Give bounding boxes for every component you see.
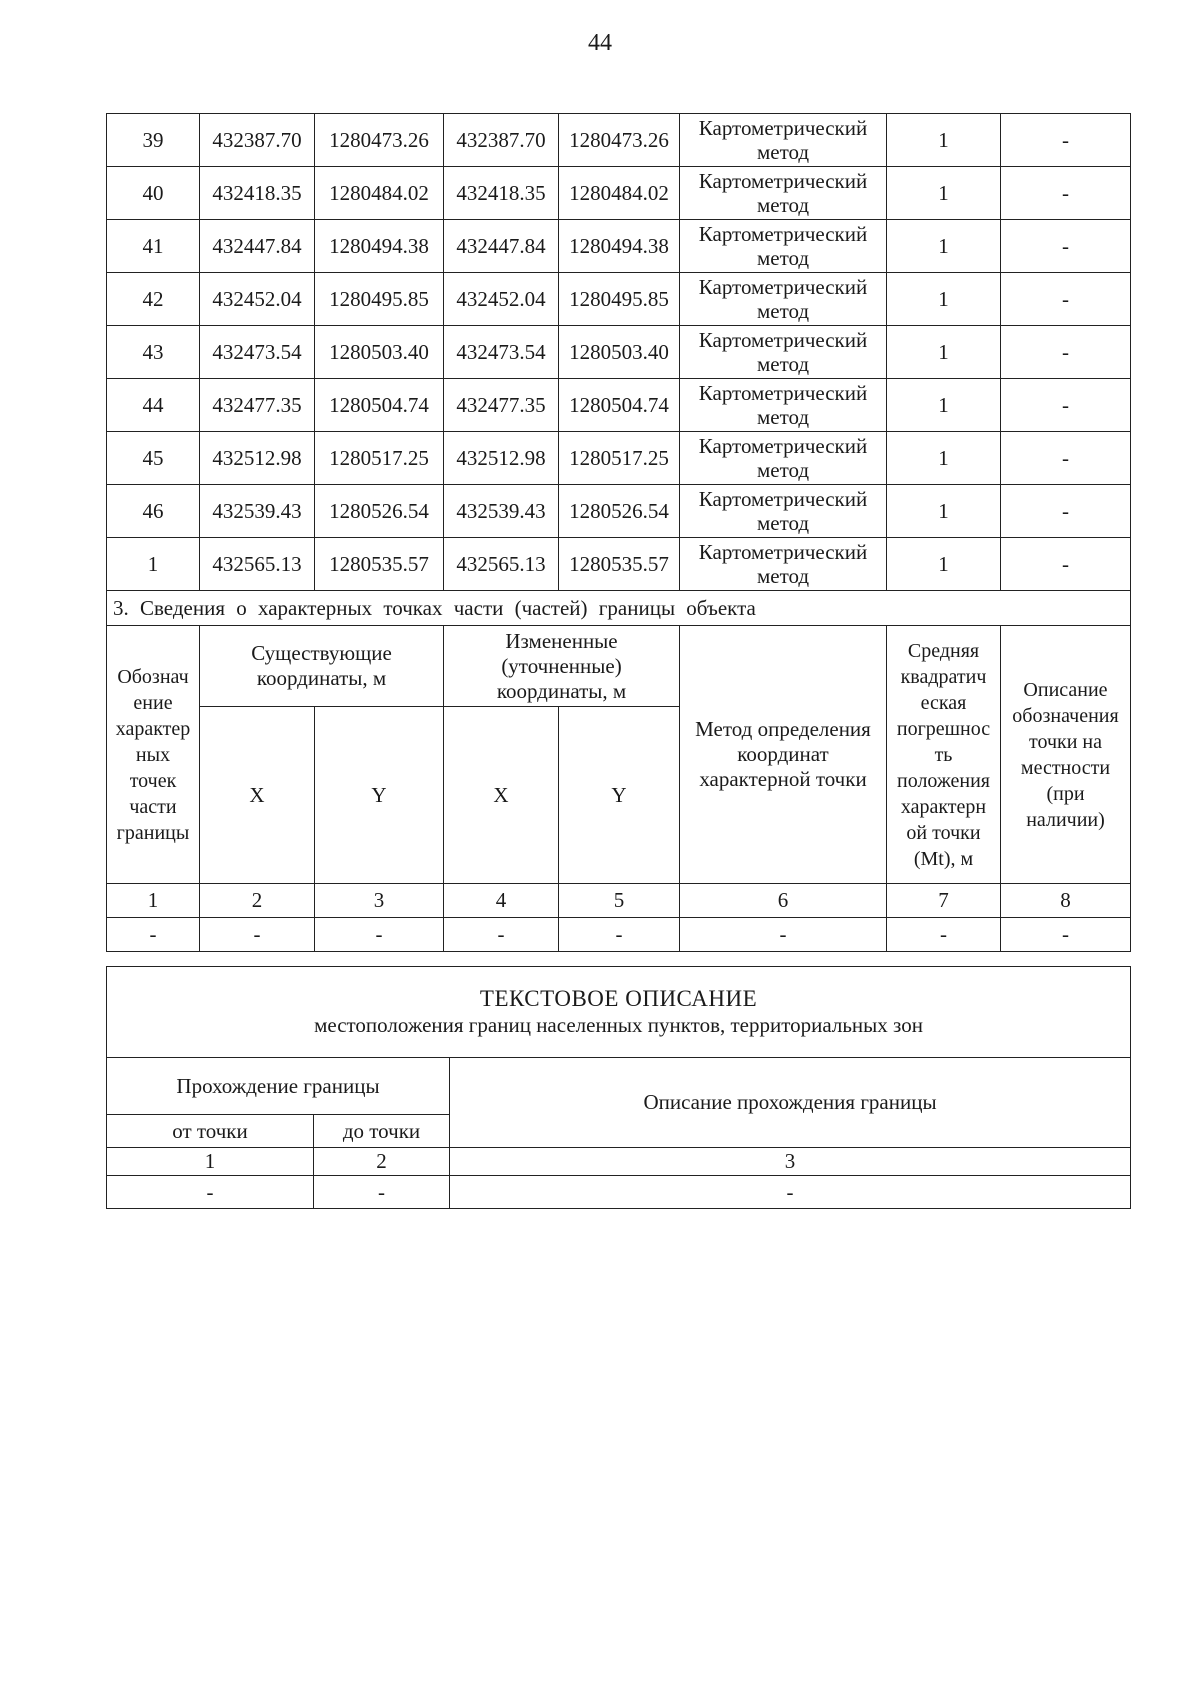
existing-x-cell: 432477.35 — [200, 379, 315, 432]
header-designation — [107, 626, 200, 884]
method-line: метод — [756, 405, 810, 429]
header-line: (уточненные) — [501, 653, 622, 678]
method-line: Картометрический — [698, 116, 868, 140]
column-number: 4 — [444, 884, 559, 918]
header-line: координаты, м — [496, 678, 627, 703]
coordinate-rows — [107, 114, 1131, 591]
existing-y-cell: 1280503.40 — [315, 326, 444, 379]
header-line: Существующие — [251, 641, 392, 665]
page-number: 44 — [588, 30, 612, 56]
header-line: характерн — [900, 795, 987, 818]
changed-y-cell: 1280473.26 — [559, 114, 680, 167]
header-line: части — [129, 795, 177, 818]
method-line: Картометрический — [698, 169, 868, 193]
column-number: 3 — [315, 884, 444, 918]
coordinate-row — [107, 273, 1131, 326]
existing-y-cell: 1280484.02 — [315, 167, 444, 220]
method-line: метод — [756, 246, 810, 270]
changed-x-cell: 432539.43 — [444, 485, 559, 538]
header-line: Обознач — [117, 665, 189, 688]
method-line: метод — [756, 299, 810, 323]
column-number: 5 — [559, 884, 680, 918]
header-line: Метод определения — [695, 717, 871, 741]
header-line: характер — [115, 717, 191, 740]
method-cell — [680, 538, 887, 591]
column-numbers-row — [107, 884, 1131, 918]
boundary-points-table — [106, 113, 1131, 952]
header-line: Средняя — [907, 639, 980, 662]
existing-x-cell: 432452.04 — [200, 273, 315, 326]
header-line: ть — [934, 743, 953, 766]
header-changed-coordinates — [444, 626, 680, 707]
coordinate-row — [107, 326, 1131, 379]
mean-square-error-cell: 1 — [887, 432, 1001, 485]
header-line: погрешнос — [896, 717, 991, 740]
existing-x-cell: 432387.70 — [200, 114, 315, 167]
text-description-subtitle: местоположения границ населенных пунктов, территориальных зон — [314, 1013, 923, 1037]
empty-cell: - — [450, 1176, 1131, 1209]
header-mean-square-error — [887, 626, 1001, 884]
existing-y-cell: 1280517.25 — [315, 432, 444, 485]
point-number-cell: 1 — [107, 538, 200, 591]
coordinate-row — [107, 432, 1131, 485]
empty-cell: - — [315, 918, 444, 952]
text-empty-row — [107, 1176, 1131, 1209]
changed-y-cell: 1280503.40 — [559, 326, 680, 379]
method-line: Картометрический — [698, 381, 868, 405]
empty-cell: - — [680, 918, 887, 952]
header-boundary-passage: Прохождение границы — [107, 1058, 450, 1115]
column-number: 7 — [887, 884, 1001, 918]
header-existing-x: X — [200, 707, 315, 884]
empty-cell: - — [107, 1176, 314, 1209]
point-number-cell: 43 — [107, 326, 200, 379]
changed-x-cell: 432452.04 — [444, 273, 559, 326]
coordinate-row — [107, 538, 1131, 591]
header-point-description — [1001, 626, 1131, 884]
point-description-cell: - — [1001, 167, 1131, 220]
column-number: 1 — [107, 884, 200, 918]
header-line: ение — [133, 691, 173, 714]
coordinate-row — [107, 485, 1131, 538]
header-line: наличии) — [1026, 808, 1105, 831]
empty-cell: - — [444, 918, 559, 952]
header-from-point: от точки — [107, 1115, 314, 1148]
empty-cell: - — [200, 918, 315, 952]
point-description-cell: - — [1001, 379, 1131, 432]
coordinate-row — [107, 379, 1131, 432]
header-changed-x: X — [444, 707, 559, 884]
method-line: Картометрический — [698, 222, 868, 246]
method-line: метод — [756, 458, 810, 482]
changed-y-cell: 1280526.54 — [559, 485, 680, 538]
header-line: еская — [920, 691, 967, 714]
point-description-cell: - — [1001, 220, 1131, 273]
header-line: Описание — [1023, 678, 1108, 701]
existing-x-cell: 432473.54 — [200, 326, 315, 379]
coordinate-row — [107, 114, 1131, 167]
header-existing-y: Y — [315, 707, 444, 884]
mean-square-error-cell: 1 — [887, 326, 1001, 379]
existing-y-cell: 1280535.57 — [315, 538, 444, 591]
method-line: Картометрический — [698, 434, 868, 458]
column-number: 6 — [680, 884, 887, 918]
method-cell — [680, 485, 887, 538]
point-description-cell: - — [1001, 485, 1131, 538]
header-line: характерной точки — [699, 767, 867, 791]
point-description-cell: - — [1001, 538, 1131, 591]
mean-square-error-cell: 1 — [887, 220, 1001, 273]
header-line: положения — [897, 769, 990, 792]
changed-x-cell: 432565.13 — [444, 538, 559, 591]
header-line: координаты, м — [256, 666, 387, 690]
method-line: метод — [756, 193, 810, 217]
changed-y-cell: 1280494.38 — [559, 220, 680, 273]
existing-x-cell: 432447.84 — [200, 220, 315, 273]
point-number-cell: 45 — [107, 432, 200, 485]
header-existing-coordinates — [200, 626, 444, 707]
existing-y-cell: 1280495.85 — [315, 273, 444, 326]
existing-x-cell: 432512.98 — [200, 432, 315, 485]
mean-square-error-cell: 1 — [887, 273, 1001, 326]
method-line: Картометрический — [698, 328, 868, 352]
column-number: 2 — [314, 1148, 450, 1176]
header-line: (Mt), м — [913, 847, 974, 870]
method-cell — [680, 326, 887, 379]
method-line: Картометрический — [698, 275, 868, 299]
header-method — [680, 626, 887, 884]
mean-square-error-cell: 1 — [887, 167, 1001, 220]
point-number-cell: 39 — [107, 114, 200, 167]
method-cell — [680, 220, 887, 273]
empty-cell: - — [107, 918, 200, 952]
empty-cell: - — [314, 1176, 450, 1209]
changed-x-cell: 432418.35 — [444, 167, 559, 220]
column-number: 3 — [450, 1148, 1131, 1176]
header-line: обозначения — [1012, 704, 1119, 727]
text-description-table — [106, 966, 1131, 1209]
changed-y-cell: 1280517.25 — [559, 432, 680, 485]
section-3-title: 3. Сведения о характерных точках части (частей) границы объекта — [107, 591, 1131, 626]
point-number-cell: 41 — [107, 220, 200, 273]
header-changed-y: Y — [559, 707, 680, 884]
coordinate-row — [107, 220, 1131, 273]
point-description-cell: - — [1001, 273, 1131, 326]
empty-data-row — [107, 918, 1131, 952]
method-cell — [680, 379, 887, 432]
changed-x-cell: 432477.35 — [444, 379, 559, 432]
point-number-cell: 44 — [107, 379, 200, 432]
changed-y-cell: 1280535.57 — [559, 538, 680, 591]
header-passage-description: Описание прохождения границы — [450, 1058, 1131, 1148]
column-number: 2 — [200, 884, 315, 918]
existing-x-cell: 432539.43 — [200, 485, 315, 538]
method-cell — [680, 167, 887, 220]
empty-cell: - — [559, 918, 680, 952]
method-line: метод — [756, 564, 810, 588]
existing-y-cell: 1280494.38 — [315, 220, 444, 273]
header-line: (при — [1046, 782, 1085, 805]
point-number-cell: 42 — [107, 273, 200, 326]
changed-x-cell: 432473.54 — [444, 326, 559, 379]
mean-square-error-cell: 1 — [887, 379, 1001, 432]
method-line: Картометрический — [698, 540, 868, 564]
changed-y-cell: 1280504.74 — [559, 379, 680, 432]
method-line: метод — [756, 511, 810, 535]
existing-y-cell: 1280526.54 — [315, 485, 444, 538]
header-line: ных — [135, 743, 171, 766]
method-line: метод — [756, 140, 810, 164]
existing-x-cell: 432565.13 — [200, 538, 315, 591]
point-description-cell: - — [1001, 114, 1131, 167]
changed-x-cell: 432447.84 — [444, 220, 559, 273]
point-number-cell: 46 — [107, 485, 200, 538]
point-description-cell: - — [1001, 432, 1131, 485]
column-number: 8 — [1001, 884, 1131, 918]
method-line: метод — [756, 352, 810, 376]
column-number: 1 — [107, 1148, 314, 1176]
changed-y-cell: 1280484.02 — [559, 167, 680, 220]
header-line: ой точки — [906, 821, 981, 844]
empty-cell: - — [1001, 918, 1131, 952]
header-line: квадратич — [900, 665, 987, 688]
mean-square-error-cell: 1 — [887, 538, 1001, 591]
header-line: границы — [116, 821, 190, 844]
header-to-point: до точки — [314, 1115, 450, 1148]
header-line: точек — [129, 769, 177, 792]
changed-y-cell: 1280495.85 — [559, 273, 680, 326]
point-number-cell: 40 — [107, 167, 200, 220]
point-description-cell: - — [1001, 326, 1131, 379]
text-column-numbers-row — [107, 1148, 1131, 1176]
changed-x-cell: 432512.98 — [444, 432, 559, 485]
text-description-title: ТЕКСТОВОЕ ОПИСАНИЕ — [479, 986, 758, 1011]
method-cell — [680, 114, 887, 167]
existing-x-cell: 432418.35 — [200, 167, 315, 220]
empty-cell: - — [887, 918, 1001, 952]
text-description-header — [107, 967, 1131, 1058]
method-cell — [680, 273, 887, 326]
header-line: координат — [737, 742, 829, 766]
mean-square-error-cell: 1 — [887, 485, 1001, 538]
existing-y-cell: 1280473.26 — [315, 114, 444, 167]
coordinate-row — [107, 167, 1131, 220]
header-line: точки на — [1028, 730, 1103, 753]
method-line: Картометрический — [698, 487, 868, 511]
method-cell — [680, 432, 887, 485]
header-line: местности — [1020, 756, 1111, 779]
header-line: Измененные — [505, 628, 618, 653]
changed-x-cell: 432387.70 — [444, 114, 559, 167]
mean-square-error-cell: 1 — [887, 114, 1001, 167]
existing-y-cell: 1280504.74 — [315, 379, 444, 432]
